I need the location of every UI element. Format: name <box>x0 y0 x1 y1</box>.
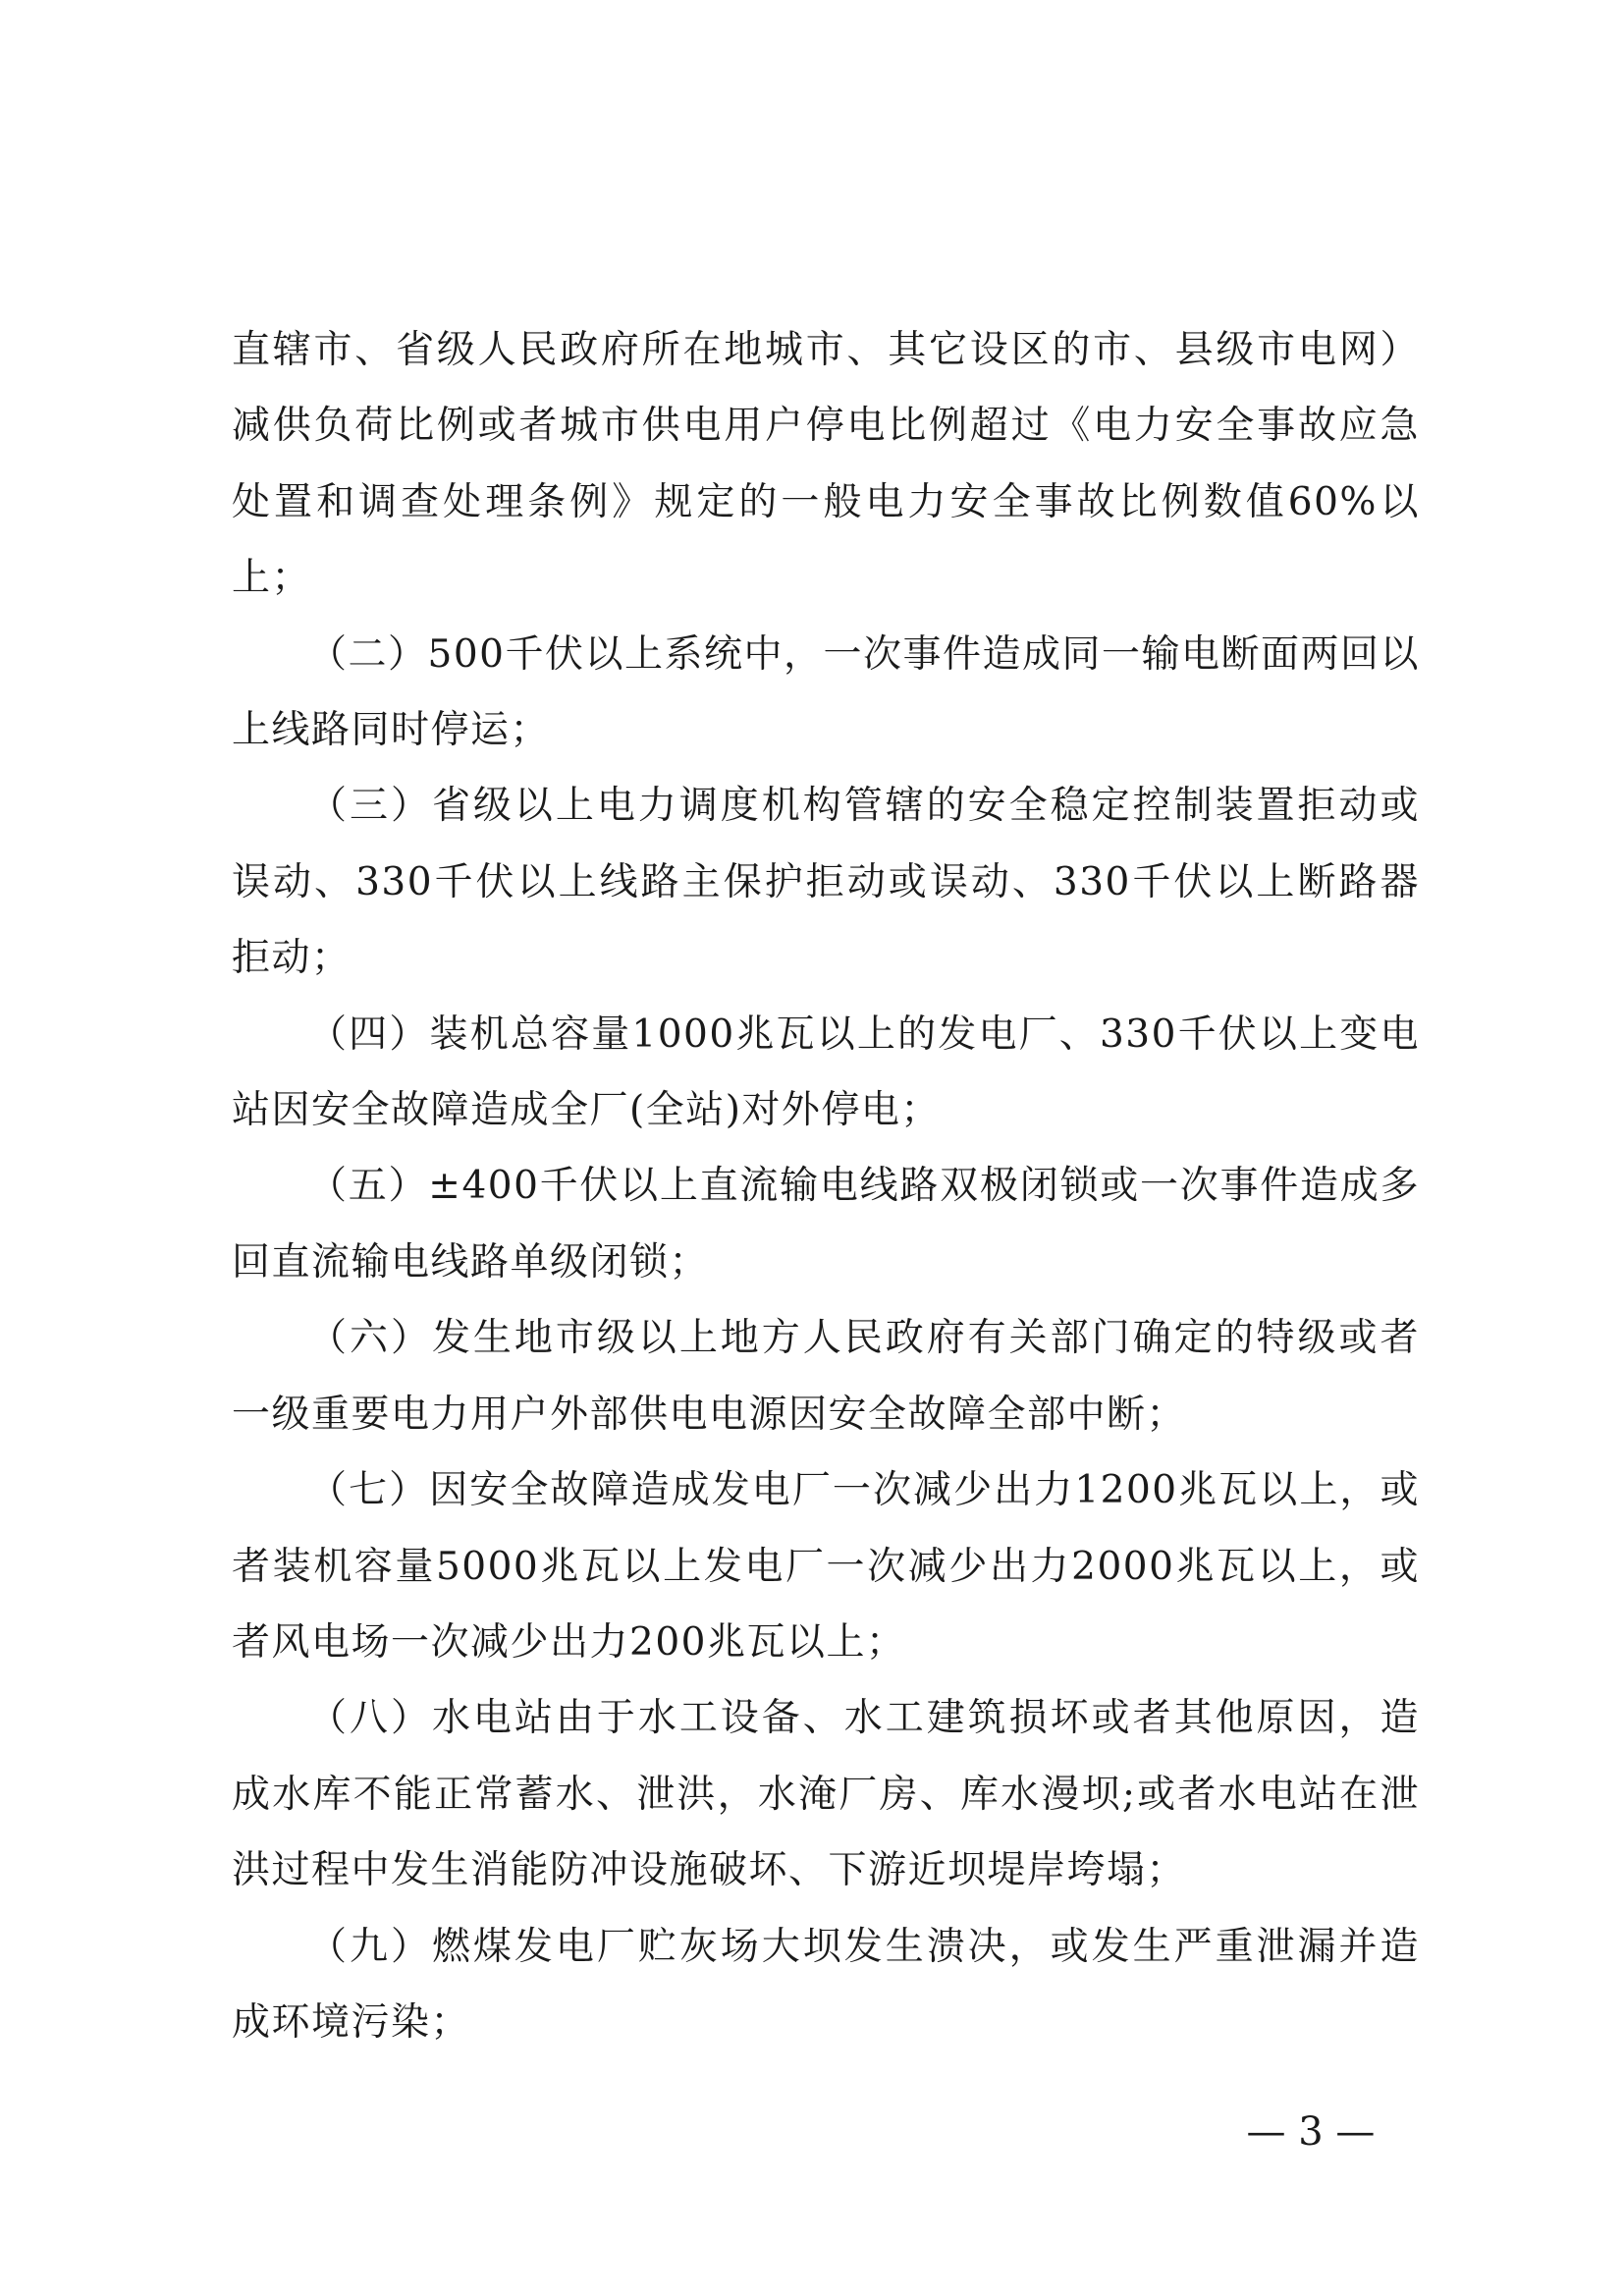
paragraph-item-7: （七）因安全故障造成发电厂一次减少出力1200兆瓦以上，或者装机容量5000兆瓦以上发电厂一次减少出力2000兆瓦以上，或者风电场一次减少出力200兆瓦以上； <box>232 1468 1420 1665</box>
paragraph-item-5: （五）±400千伏以上直流输电线路双极闭锁或一次事件造成多回直流输电线路单级闭锁； <box>232 1164 1420 1285</box>
paragraph-item-6: （六）发生地市级以上地方人民政府有关部门确定的特级或者一级重要电力用户外部供电电源因安全故障全部中断； <box>232 1316 1420 1437</box>
paragraph-item-4: （四）装机总容量1000兆瓦以上的发电厂、330千伏以上变电站因安全故障造成全厂(全站)对外停电； <box>232 1011 1420 1133</box>
paragraph-item-9: （九）燃煤发电厂贮灰场大坝发生溃决，或发生严重泄漏并造成环境污染； <box>232 1924 1420 2045</box>
page-number: — 3 — <box>1246 2109 1376 2155</box>
paragraph-item-8: （八）水电站由于水工设备、水工建筑损坏或者其他原因，造成水库不能正常蓄水、泄洪，水淹厂房、库水漫坝;或者水电站在泄洪过程中发生消能防冲设施破坏、下游近坝堤岸垮塌； <box>232 1696 1420 1893</box>
paragraph-item-3: （三）省级以上电力调度机构管辖的安全稳定控制装置拒动或误动、330千伏以上线路主保护拒动或误动、330千伏以上断路器拒动； <box>232 784 1420 981</box>
paragraph-item-2: （二）500千伏以上系统中，一次事件造成同一输电断面两回以上线路同时停运； <box>232 631 1420 753</box>
paragraph-continuation: 直辖市、省级人民政府所在地城市、其它设区的市、县级市电网）减供负荷比例或者城市供电用户停电比例超过《电力安全事故应急处置和调查处理条例》规定的一般电力安全事故比例数值60%以上； <box>232 328 1420 601</box>
document-body <box>232 312 1420 2060</box>
